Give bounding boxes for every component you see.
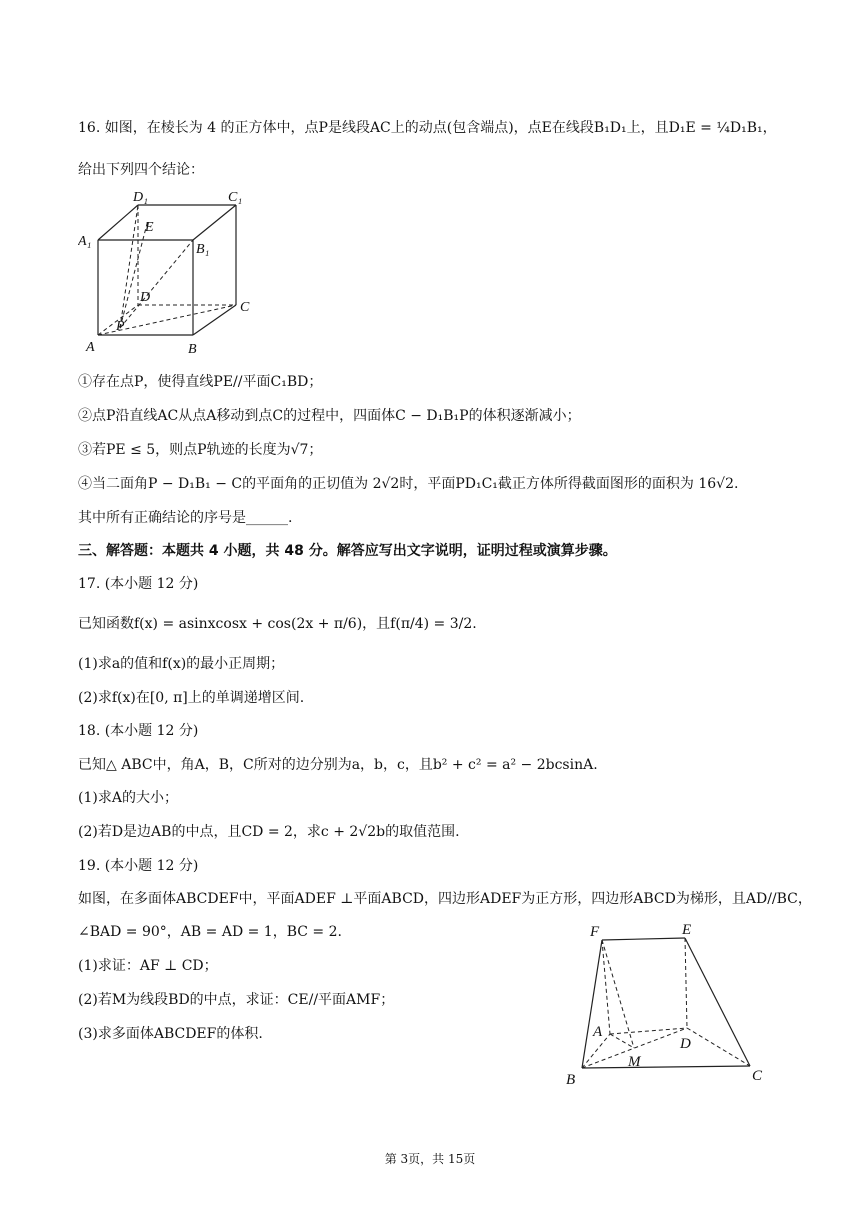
q17-header: 17. (本小题 12 分) bbox=[78, 576, 199, 592]
q19-part1: (1)求证：AF ⊥ CD； bbox=[78, 958, 218, 974]
label-b: B bbox=[188, 342, 197, 357]
cube-figure bbox=[78, 185, 268, 360]
q16-option-2: ②点P沿直线AC从点A移动到点C的过程中，四面体C − D₁B₁P的体积逐渐减小； bbox=[78, 408, 581, 424]
label-p: P bbox=[116, 319, 125, 334]
q17-part2: (2)求f(x)在[0, π]上的单调递增区间. bbox=[78, 690, 305, 706]
q16-stem-line1: 16. 如图，在棱长为 4 的正方体中，点P是线段AC上的动点(包含端点)，点E在线段B₁D₁上，且D₁E = ¼D₁B₁， bbox=[78, 120, 777, 136]
q16-option-3: ③若PE ≤ 5，则点P轨迹的长度为√7； bbox=[78, 442, 323, 458]
label-a2: A bbox=[593, 1024, 603, 1040]
label-f: F bbox=[590, 924, 600, 940]
q17-part1: (1)求a的值和f(x)的最小正周期； bbox=[78, 656, 285, 672]
q18-part1: (1)求A的大小； bbox=[78, 790, 178, 806]
q16-option-4: ④当二面角P − D₁B₁ − C的平面角的正切值为 2√2时，平面PD₁C₁截正方体所得截面图形的面积为 16√2. bbox=[78, 476, 739, 492]
label-d1: D₁ bbox=[133, 190, 148, 205]
label-e2: E bbox=[682, 922, 692, 938]
q18-part2: (2)若D是边AB的中点，且CD = 2，求c + 2√2b的取值范围. bbox=[78, 824, 460, 840]
q19-stem-line2: ∠BAD = 90°，AB = AD = 1，BC = 2. bbox=[78, 924, 342, 940]
q18-stem: 已知△ ABC中，角A，B，C所对的边分别为a，b，c，且b² + c² = a² − 2bcsinA. bbox=[78, 757, 598, 773]
label-m: M bbox=[628, 1054, 641, 1070]
label-b1: B₁ bbox=[196, 242, 210, 257]
label-c2: C bbox=[752, 1068, 763, 1084]
q19-header: 19. (本小题 12 分) bbox=[78, 858, 199, 874]
label-b2: B bbox=[566, 1072, 576, 1088]
label-a1: A₁ bbox=[78, 234, 92, 249]
q19-part2: (2)若M为线段BD的中点，求证：CE//平面AMF； bbox=[78, 992, 395, 1008]
label-d2: D bbox=[680, 1036, 691, 1052]
label-c: C bbox=[240, 300, 250, 315]
label-d: D bbox=[140, 290, 151, 305]
q19-part3: (3)求多面体ABCDEF的体积. bbox=[78, 1026, 263, 1042]
section3-heading: 三、解答题：本题共 4 小题，共 48 分。解答应写出文字说明，证明过程或演算步骤。 bbox=[78, 543, 617, 559]
page-footer: 第 3页，共 15页 bbox=[384, 1152, 476, 1166]
q18-header: 18. (本小题 12 分) bbox=[78, 723, 199, 739]
q16-option-1: ①存在点P，使得直线PE//平面C₁BD； bbox=[78, 374, 323, 390]
q17-stem: 已知函数f(x) = asinxcosx + cos(2x + π/6)，且f(π/4) = 3/2. bbox=[78, 616, 477, 632]
q16-stem-line2: 给出下列四个结论： bbox=[78, 162, 204, 178]
label-a: A bbox=[86, 340, 95, 355]
polyhedron-figure bbox=[560, 918, 775, 1088]
label-e: E bbox=[145, 220, 154, 235]
label-c1: C₁ bbox=[228, 190, 243, 205]
q19-stem-line1: 如图，在多面体ABCDEF中，平面ADEF ⊥平面ABCD，四边形ADEF为正方形，四边形ABCD为梯形，且AD//BC， bbox=[78, 891, 812, 907]
q16-ask: 其中所有正确结论的序号是______. bbox=[78, 510, 293, 526]
